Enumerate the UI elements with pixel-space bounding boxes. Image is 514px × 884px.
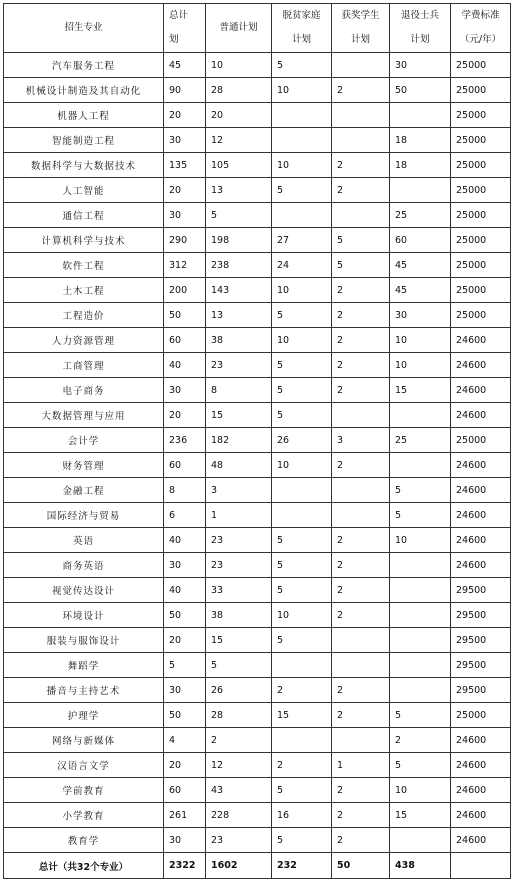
- header-tuition: 学费标准 （元/年）: [451, 4, 511, 53]
- major-name-cell: 机器人工程: [4, 103, 164, 128]
- tuition-cell: 24600: [451, 528, 511, 553]
- total-plan-cell: 40: [164, 528, 206, 553]
- header-regular-plan: 普通计划: [206, 4, 272, 53]
- poverty-plan-cell: 5: [272, 178, 332, 203]
- regular-plan-cell: 12: [206, 128, 272, 153]
- regular-plan-cell: 28: [206, 78, 272, 103]
- regular-plan-cell: 28: [206, 703, 272, 728]
- major-name-cell: 播音与主持艺术: [4, 678, 164, 703]
- veteran-plan-cell: 15: [390, 803, 451, 828]
- major-name-cell: 环境设计: [4, 603, 164, 628]
- total-plan-cell: 90: [164, 78, 206, 103]
- total-plan-cell: 40: [164, 578, 206, 603]
- award-plan-cell: [332, 128, 390, 153]
- tuition-cell: 24600: [451, 778, 511, 803]
- tuition-cell: 24600: [451, 378, 511, 403]
- regular-plan-cell: 23: [206, 353, 272, 378]
- total-plan-sum: 2322: [164, 853, 206, 879]
- total-plan-cell: 6: [164, 503, 206, 528]
- regular-plan-cell: 12: [206, 753, 272, 778]
- award-plan-cell: 2: [332, 603, 390, 628]
- major-name-cell: 工程造价: [4, 303, 164, 328]
- poverty-plan-cell: 24: [272, 253, 332, 278]
- table-row: [4, 228, 511, 253]
- award-plan-cell: 2: [332, 678, 390, 703]
- award-plan-cell: 1: [332, 753, 390, 778]
- veteran-plan-cell: 2: [390, 728, 451, 753]
- tuition-cell: 29500: [451, 653, 511, 678]
- total-plan-cell: 30: [164, 828, 206, 853]
- table-row: [4, 578, 511, 603]
- veteran-plan-cell: 45: [390, 253, 451, 278]
- table-row: [4, 503, 511, 528]
- regular-plan-cell: 3: [206, 478, 272, 503]
- award-plan-cell: 2: [332, 303, 390, 328]
- enrollment-plan-table: [3, 3, 511, 879]
- veteran-plan-cell: 30: [390, 303, 451, 328]
- tuition-cell: 25000: [451, 78, 511, 103]
- poverty-plan-cell: 5: [272, 778, 332, 803]
- total-plan-cell: 236: [164, 428, 206, 453]
- poverty-plan-cell: 10: [272, 78, 332, 103]
- poverty-plan-cell: 5: [272, 578, 332, 603]
- table-row: [4, 328, 511, 353]
- veteran-plan-cell: [390, 553, 451, 578]
- veteran-plan-cell: 30: [390, 53, 451, 78]
- total-plan-cell: 45: [164, 53, 206, 78]
- award-plan-cell: 5: [332, 253, 390, 278]
- veteran-plan-cell: 25: [390, 203, 451, 228]
- major-name-cell: 学前教育: [4, 778, 164, 803]
- veteran-plan-cell: 25: [390, 428, 451, 453]
- poverty-plan-cell: 10: [272, 153, 332, 178]
- veteran-plan-cell: 60: [390, 228, 451, 253]
- major-name-cell: 人力资源管理: [4, 328, 164, 353]
- regular-plan-cell: 143: [206, 278, 272, 303]
- major-name-cell: 汽车服务工程: [4, 53, 164, 78]
- veteran-plan-cell: [390, 628, 451, 653]
- award-plan-cell: [332, 203, 390, 228]
- veteran-plan-cell: 15: [390, 378, 451, 403]
- tuition-cell: 25000: [451, 53, 511, 78]
- table-row: [4, 378, 511, 403]
- award-plan-cell: 2: [332, 153, 390, 178]
- total-plan-cell: 60: [164, 453, 206, 478]
- tuition-cell: 24600: [451, 403, 511, 428]
- table-row: [4, 703, 511, 728]
- table-row: [4, 428, 511, 453]
- regular-plan-cell: 38: [206, 328, 272, 353]
- regular-plan-cell: 48: [206, 453, 272, 478]
- award-plan-cell: [332, 628, 390, 653]
- tuition-cell: 29500: [451, 578, 511, 603]
- header-veteran-plan: 退役士兵 计划: [390, 4, 451, 53]
- regular-plan-cell: 23: [206, 528, 272, 553]
- veteran-plan-cell: [390, 178, 451, 203]
- award-plan-cell: 2: [332, 453, 390, 478]
- award-plan-cell: 2: [332, 78, 390, 103]
- table-row: [4, 828, 511, 853]
- regular-plan-cell: 105: [206, 153, 272, 178]
- poverty-plan-cell: 5: [272, 53, 332, 78]
- poverty-plan-cell: 10: [272, 603, 332, 628]
- poverty-plan-cell: [272, 478, 332, 503]
- major-name-cell: 网络与新媒体: [4, 728, 164, 753]
- veteran-plan-cell: [390, 403, 451, 428]
- veteran-plan-cell: [390, 828, 451, 853]
- major-name-cell: 人工智能: [4, 178, 164, 203]
- poverty-plan-cell: 5: [272, 378, 332, 403]
- regular-plan-cell: 43: [206, 778, 272, 803]
- regular-plan-cell: 26: [206, 678, 272, 703]
- poverty-plan-cell: 5: [272, 828, 332, 853]
- veteran-plan-cell: 10: [390, 528, 451, 553]
- major-name-cell: 机械设计制造及其自动化: [4, 78, 164, 103]
- poverty-plan-cell: 5: [272, 528, 332, 553]
- regular-plan-cell: 13: [206, 178, 272, 203]
- table-row: [4, 153, 511, 178]
- poverty-plan-cell: 10: [272, 278, 332, 303]
- total-plan-cell: 20: [164, 178, 206, 203]
- total-plan-cell: 135: [164, 153, 206, 178]
- veteran-plan-cell: [390, 578, 451, 603]
- poverty-plan-cell: 5: [272, 303, 332, 328]
- award-plan-cell: 2: [332, 328, 390, 353]
- tuition-cell: 24600: [451, 503, 511, 528]
- regular-plan-cell: 8: [206, 378, 272, 403]
- tuition-cell: 24600: [451, 828, 511, 853]
- tuition-cell: 24600: [451, 553, 511, 578]
- poverty-plan-cell: [272, 128, 332, 153]
- poverty-plan-cell: [272, 728, 332, 753]
- tuition-cell: 25000: [451, 128, 511, 153]
- table-row: [4, 353, 511, 378]
- award-plan-cell: 2: [332, 178, 390, 203]
- major-name-cell: 视觉传达设计: [4, 578, 164, 603]
- major-name-cell: 财务管理: [4, 453, 164, 478]
- veteran-plan-cell: [390, 103, 451, 128]
- table-row: [4, 553, 511, 578]
- poverty-plan-cell: 5: [272, 553, 332, 578]
- award-plan-cell: 2: [332, 578, 390, 603]
- table-row: [4, 453, 511, 478]
- regular-plan-cell: 20: [206, 103, 272, 128]
- poverty-plan-cell: 2: [272, 678, 332, 703]
- total-plan-cell: 30: [164, 553, 206, 578]
- tuition-cell: 24600: [451, 353, 511, 378]
- regular-plan-cell: 15: [206, 403, 272, 428]
- major-name-cell: 国际经济与贸易: [4, 503, 164, 528]
- table-row: [4, 728, 511, 753]
- poverty-plan-cell: 10: [272, 328, 332, 353]
- award-plan-cell: 2: [332, 553, 390, 578]
- poverty-plan-sum: 232: [272, 853, 332, 879]
- veteran-plan-cell: 45: [390, 278, 451, 303]
- poverty-plan-cell: [272, 103, 332, 128]
- total-plan-cell: 30: [164, 128, 206, 153]
- veteran-plan-cell: 5: [390, 503, 451, 528]
- table-row: [4, 78, 511, 103]
- poverty-plan-cell: 26: [272, 428, 332, 453]
- total-label: 总计（共32个专业）: [4, 853, 164, 879]
- major-name-cell: 金融工程: [4, 478, 164, 503]
- table-row: [4, 478, 511, 503]
- award-plan-cell: 2: [332, 378, 390, 403]
- table-row: [4, 53, 511, 78]
- tuition-sum: [451, 853, 511, 879]
- table-row: [4, 653, 511, 678]
- total-plan-cell: 30: [164, 203, 206, 228]
- total-plan-cell: 4: [164, 728, 206, 753]
- tuition-cell: 25000: [451, 703, 511, 728]
- poverty-plan-cell: 15: [272, 703, 332, 728]
- total-plan-cell: 50: [164, 603, 206, 628]
- poverty-plan-cell: 16: [272, 803, 332, 828]
- regular-plan-cell: 13: [206, 303, 272, 328]
- regular-plan-cell: 5: [206, 653, 272, 678]
- award-plan-cell: 2: [332, 353, 390, 378]
- total-plan-cell: 50: [164, 703, 206, 728]
- poverty-plan-cell: 27: [272, 228, 332, 253]
- major-name-cell: 软件工程: [4, 253, 164, 278]
- regular-plan-cell: 1: [206, 503, 272, 528]
- major-name-cell: 小学教育: [4, 803, 164, 828]
- total-plan-cell: 261: [164, 803, 206, 828]
- award-plan-cell: 3: [332, 428, 390, 453]
- award-plan-cell: [332, 403, 390, 428]
- major-name-cell: 智能制造工程: [4, 128, 164, 153]
- regular-plan-sum: 1602: [206, 853, 272, 879]
- table-row: [4, 603, 511, 628]
- tuition-cell: 29500: [451, 678, 511, 703]
- header-row: [4, 4, 511, 53]
- award-plan-cell: 2: [332, 703, 390, 728]
- veteran-plan-cell: 5: [390, 753, 451, 778]
- total-plan-cell: 40: [164, 353, 206, 378]
- poverty-plan-cell: [272, 503, 332, 528]
- major-name-cell: 英语: [4, 528, 164, 553]
- poverty-plan-cell: 10: [272, 453, 332, 478]
- poverty-plan-cell: 5: [272, 628, 332, 653]
- poverty-plan-cell: 2: [272, 753, 332, 778]
- veteran-plan-cell: 50: [390, 78, 451, 103]
- tuition-cell: 25000: [451, 203, 511, 228]
- major-name-cell: 会计学: [4, 428, 164, 453]
- major-name-cell: 计算机科学与技术: [4, 228, 164, 253]
- major-name-cell: 通信工程: [4, 203, 164, 228]
- tuition-cell: 24600: [451, 728, 511, 753]
- regular-plan-cell: 182: [206, 428, 272, 453]
- veteran-plan-cell: [390, 653, 451, 678]
- header-major: 招生专业: [4, 4, 164, 53]
- award-plan-cell: [332, 653, 390, 678]
- award-plan-cell: 2: [332, 803, 390, 828]
- veteran-plan-cell: 10: [390, 778, 451, 803]
- poverty-plan-cell: 5: [272, 353, 332, 378]
- veteran-plan-cell: 5: [390, 703, 451, 728]
- veteran-plan-cell: 18: [390, 153, 451, 178]
- tuition-cell: 25000: [451, 278, 511, 303]
- major-name-cell: 护理学: [4, 703, 164, 728]
- veteran-plan-cell: [390, 678, 451, 703]
- regular-plan-cell: 198: [206, 228, 272, 253]
- poverty-plan-cell: [272, 203, 332, 228]
- award-plan-cell: 2: [332, 778, 390, 803]
- award-plan-cell: 5: [332, 228, 390, 253]
- total-plan-cell: 20: [164, 403, 206, 428]
- award-plan-cell: [332, 728, 390, 753]
- tuition-cell: 25000: [451, 103, 511, 128]
- total-plan-cell: 60: [164, 328, 206, 353]
- total-plan-cell: 30: [164, 378, 206, 403]
- tuition-cell: 25000: [451, 303, 511, 328]
- tuition-cell: 24600: [451, 453, 511, 478]
- award-plan-cell: [332, 478, 390, 503]
- total-plan-cell: 20: [164, 628, 206, 653]
- table-row: [4, 203, 511, 228]
- table-row: [4, 528, 511, 553]
- table-row: [4, 628, 511, 653]
- total-plan-cell: 50: [164, 303, 206, 328]
- major-name-cell: 电子商务: [4, 378, 164, 403]
- regular-plan-cell: 238: [206, 253, 272, 278]
- regular-plan-cell: 228: [206, 803, 272, 828]
- tuition-cell: 29500: [451, 628, 511, 653]
- award-plan-cell: [332, 53, 390, 78]
- award-plan-cell: 2: [332, 528, 390, 553]
- major-name-cell: 工商管理: [4, 353, 164, 378]
- tuition-cell: 25000: [451, 428, 511, 453]
- veteran-plan-cell: 5: [390, 478, 451, 503]
- total-plan-cell: 312: [164, 253, 206, 278]
- veteran-plan-cell: 10: [390, 328, 451, 353]
- major-name-cell: 服装与服饰设计: [4, 628, 164, 653]
- regular-plan-cell: 5: [206, 203, 272, 228]
- table-row: [4, 753, 511, 778]
- table-row: [4, 303, 511, 328]
- major-name-cell: 汉语言文学: [4, 753, 164, 778]
- major-name-cell: 商务英语: [4, 553, 164, 578]
- veteran-plan-cell: 18: [390, 128, 451, 153]
- table-row: [4, 128, 511, 153]
- tuition-cell: 25000: [451, 178, 511, 203]
- table-body: [4, 53, 511, 853]
- table-row: [4, 403, 511, 428]
- table-row: [4, 678, 511, 703]
- total-row: [4, 853, 511, 879]
- regular-plan-cell: 23: [206, 553, 272, 578]
- major-name-cell: 教育学: [4, 828, 164, 853]
- total-plan-cell: 5: [164, 653, 206, 678]
- regular-plan-cell: 23: [206, 828, 272, 853]
- poverty-plan-cell: 5: [272, 403, 332, 428]
- award-plan-sum: 50: [332, 853, 390, 879]
- major-name-cell: 大数据管理与应用: [4, 403, 164, 428]
- award-plan-cell: 2: [332, 278, 390, 303]
- veteran-plan-cell: [390, 603, 451, 628]
- total-plan-cell: 8: [164, 478, 206, 503]
- table-row: [4, 778, 511, 803]
- tuition-cell: 25000: [451, 153, 511, 178]
- total-plan-cell: 60: [164, 778, 206, 803]
- veteran-plan-sum: 438: [390, 853, 451, 879]
- tuition-cell: 29500: [451, 603, 511, 628]
- total-plan-cell: 30: [164, 678, 206, 703]
- tuition-cell: 24600: [451, 803, 511, 828]
- total-plan-cell: 20: [164, 103, 206, 128]
- table-row: [4, 178, 511, 203]
- regular-plan-cell: 15: [206, 628, 272, 653]
- award-plan-cell: 2: [332, 828, 390, 853]
- table-row: [4, 803, 511, 828]
- regular-plan-cell: 38: [206, 603, 272, 628]
- tuition-cell: 24600: [451, 753, 511, 778]
- table-row: [4, 103, 511, 128]
- regular-plan-cell: 2: [206, 728, 272, 753]
- tuition-cell: 24600: [451, 478, 511, 503]
- table-row: [4, 253, 511, 278]
- award-plan-cell: [332, 503, 390, 528]
- veteran-plan-cell: 10: [390, 353, 451, 378]
- tuition-cell: 24600: [451, 328, 511, 353]
- total-plan-cell: 20: [164, 753, 206, 778]
- header-award-plan: 获奖学生 计划: [332, 4, 390, 53]
- major-name-cell: 舞蹈学: [4, 653, 164, 678]
- major-name-cell: 数据科学与大数据技术: [4, 153, 164, 178]
- award-plan-cell: [332, 103, 390, 128]
- header-total-plan: 总计 划: [164, 4, 206, 53]
- major-name-cell: 土木工程: [4, 278, 164, 303]
- regular-plan-cell: 10: [206, 53, 272, 78]
- poverty-plan-cell: [272, 653, 332, 678]
- regular-plan-cell: 33: [206, 578, 272, 603]
- veteran-plan-cell: [390, 453, 451, 478]
- total-plan-cell: 290: [164, 228, 206, 253]
- table-row: [4, 278, 511, 303]
- tuition-cell: 25000: [451, 253, 511, 278]
- tuition-cell: 25000: [451, 228, 511, 253]
- total-plan-cell: 200: [164, 278, 206, 303]
- header-poverty-plan: 脱贫家庭 计划: [272, 4, 332, 53]
